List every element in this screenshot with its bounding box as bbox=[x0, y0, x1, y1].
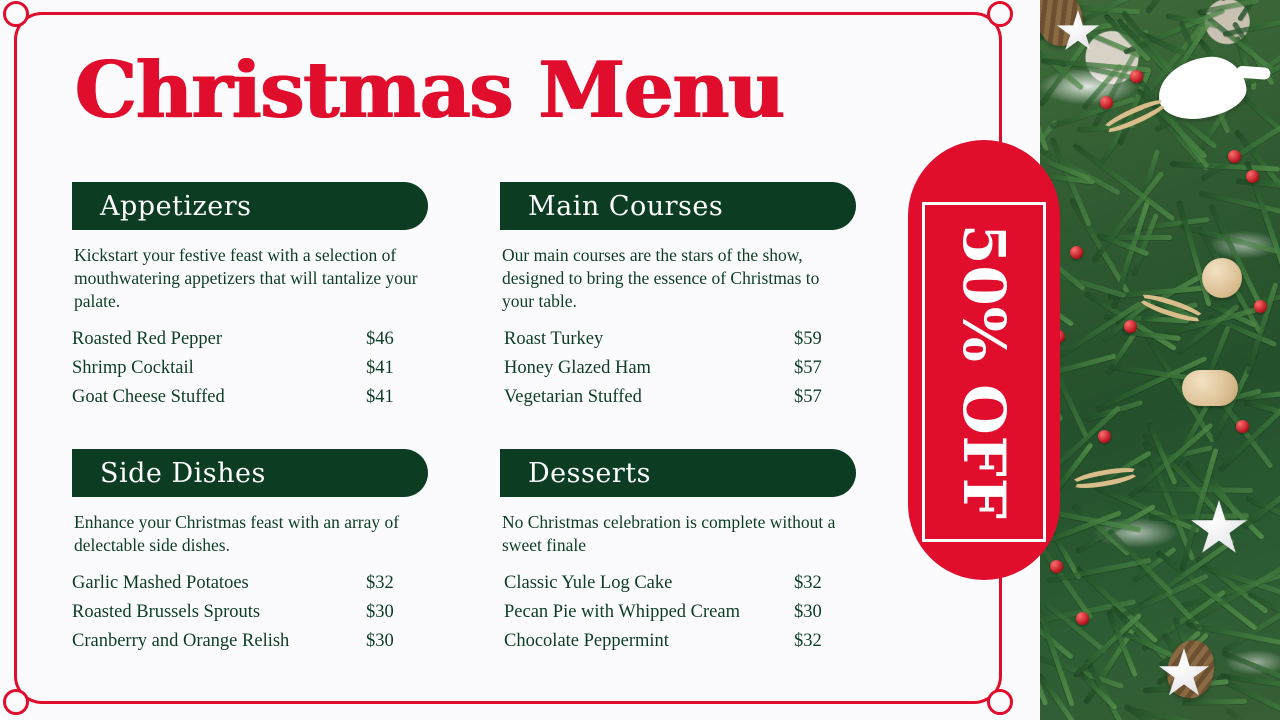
menu-item-name: Roasted Brussels Sprouts bbox=[72, 602, 261, 623]
pine-needle bbox=[1222, 11, 1280, 37]
section-heading-main-courses: Main Courses bbox=[500, 182, 856, 230]
menu-item bbox=[500, 354, 856, 383]
berry-icon bbox=[1130, 70, 1143, 83]
berry-icon bbox=[1100, 96, 1113, 109]
pine-needle bbox=[1182, 699, 1247, 705]
menu-item bbox=[72, 383, 428, 412]
page-title: Christmas Menu bbox=[74, 45, 783, 136]
section-description-desserts: No Christmas celebration is complete without a sweet finale bbox=[502, 512, 836, 556]
menu-columns bbox=[72, 182, 872, 656]
discount-badge-outline bbox=[922, 202, 1046, 542]
frame-notch bbox=[987, 689, 1013, 715]
menu-item-price: $46 bbox=[366, 329, 394, 350]
discount-badge-text: 50% OFF bbox=[950, 224, 1018, 520]
berry-icon bbox=[1246, 170, 1259, 183]
menu-item bbox=[500, 325, 856, 354]
menu-item bbox=[500, 598, 856, 627]
pine-needle bbox=[1040, 66, 1049, 152]
pine-needle bbox=[1198, 190, 1280, 216]
section-heading-appetizers: Appetizers bbox=[72, 182, 428, 230]
section-description-side-dishes: Enhance your Christmas feast with an array of delectable side dishes. bbox=[74, 512, 400, 556]
berry-icon bbox=[1236, 420, 1249, 433]
pine-needle bbox=[1040, 39, 1089, 107]
pine-needle bbox=[1226, 707, 1280, 720]
menu-item-price: $57 bbox=[794, 357, 822, 378]
berry-icon bbox=[1124, 320, 1137, 333]
section-heading-side-dishes: Side Dishes bbox=[72, 449, 428, 497]
menu-section-side-dishes bbox=[72, 449, 428, 655]
menu-item bbox=[72, 627, 428, 656]
menu-column-right bbox=[500, 182, 856, 656]
menu-item-name: Cranberry and Orange Relish bbox=[72, 630, 290, 651]
frame-notch bbox=[3, 1, 29, 27]
menu-item-price: $30 bbox=[794, 602, 822, 623]
section-heading-desserts: Desserts bbox=[500, 449, 856, 497]
menu-item bbox=[72, 569, 428, 598]
menu-section-desserts bbox=[500, 449, 856, 655]
frame-notch bbox=[987, 1, 1013, 27]
menu-item bbox=[72, 598, 428, 627]
menu-item-price: $41 bbox=[366, 357, 394, 378]
menu-item bbox=[500, 627, 856, 656]
menu-item-price: $32 bbox=[366, 573, 394, 594]
berry-icon bbox=[1228, 150, 1241, 163]
menu-section-appetizers bbox=[72, 182, 428, 411]
menu-column-left bbox=[72, 182, 428, 656]
menu-items-main-courses bbox=[500, 325, 856, 411]
berry-icon bbox=[1070, 246, 1083, 259]
menu-item-price: $32 bbox=[794, 630, 822, 651]
menu-item bbox=[72, 354, 428, 383]
discount-badge bbox=[908, 140, 1060, 580]
menu-item-price: $30 bbox=[366, 630, 394, 651]
menu-items-appetizers bbox=[72, 325, 428, 411]
oval-cookie-icon bbox=[1182, 370, 1238, 406]
menu-item-name: Honey Glazed Ham bbox=[504, 357, 651, 378]
menu-item-name: Chocolate Peppermint bbox=[504, 630, 669, 651]
menu-item-price: $41 bbox=[366, 386, 394, 407]
berry-icon bbox=[1050, 560, 1063, 573]
christmas-garland-photo bbox=[1040, 0, 1280, 720]
menu-items-side-dishes bbox=[72, 569, 428, 655]
frame-notch bbox=[3, 689, 29, 715]
menu-item-name: Roast Turkey bbox=[504, 329, 604, 350]
round-cookie-icon bbox=[1202, 258, 1242, 298]
menu-item-price: $32 bbox=[794, 573, 822, 594]
menu-item-price: $59 bbox=[794, 329, 822, 350]
berry-icon bbox=[1098, 430, 1111, 443]
menu-item-name: Pecan Pie with Whipped Cream bbox=[504, 602, 740, 623]
menu-item-price: $30 bbox=[366, 602, 394, 623]
menu-items-desserts bbox=[500, 569, 856, 655]
pine-needle bbox=[1145, 0, 1188, 14]
section-description-main-courses: Our main courses are the stars of the show, designed to bring the essence of Christmas to your table. bbox=[502, 245, 820, 312]
menu-item-price: $57 bbox=[794, 386, 822, 407]
menu-item-name: Goat Cheese Stuffed bbox=[72, 386, 225, 407]
menu-item-name: Shrimp Cocktail bbox=[72, 357, 194, 378]
menu-item bbox=[500, 383, 856, 412]
menu-item-name: Garlic Mashed Potatoes bbox=[72, 573, 249, 594]
menu-item-name: Classic Yule Log Cake bbox=[504, 573, 673, 594]
menu-item bbox=[500, 569, 856, 598]
menu-item-name: Roasted Red Pepper bbox=[72, 329, 223, 350]
menu-item-name: Vegetarian Stuffed bbox=[504, 386, 642, 407]
section-description-appetizers: Kickstart your festive feast with a selection of mouthwatering appetizers that will tantalize your palate. bbox=[74, 245, 418, 312]
pine-needle bbox=[1246, 282, 1279, 375]
pine-needle bbox=[1107, 529, 1173, 595]
berry-icon bbox=[1254, 300, 1267, 313]
pine-needle bbox=[1138, 486, 1253, 493]
berry-icon bbox=[1076, 612, 1089, 625]
menu-section-main-courses bbox=[500, 182, 856, 411]
menu-item bbox=[72, 325, 428, 354]
